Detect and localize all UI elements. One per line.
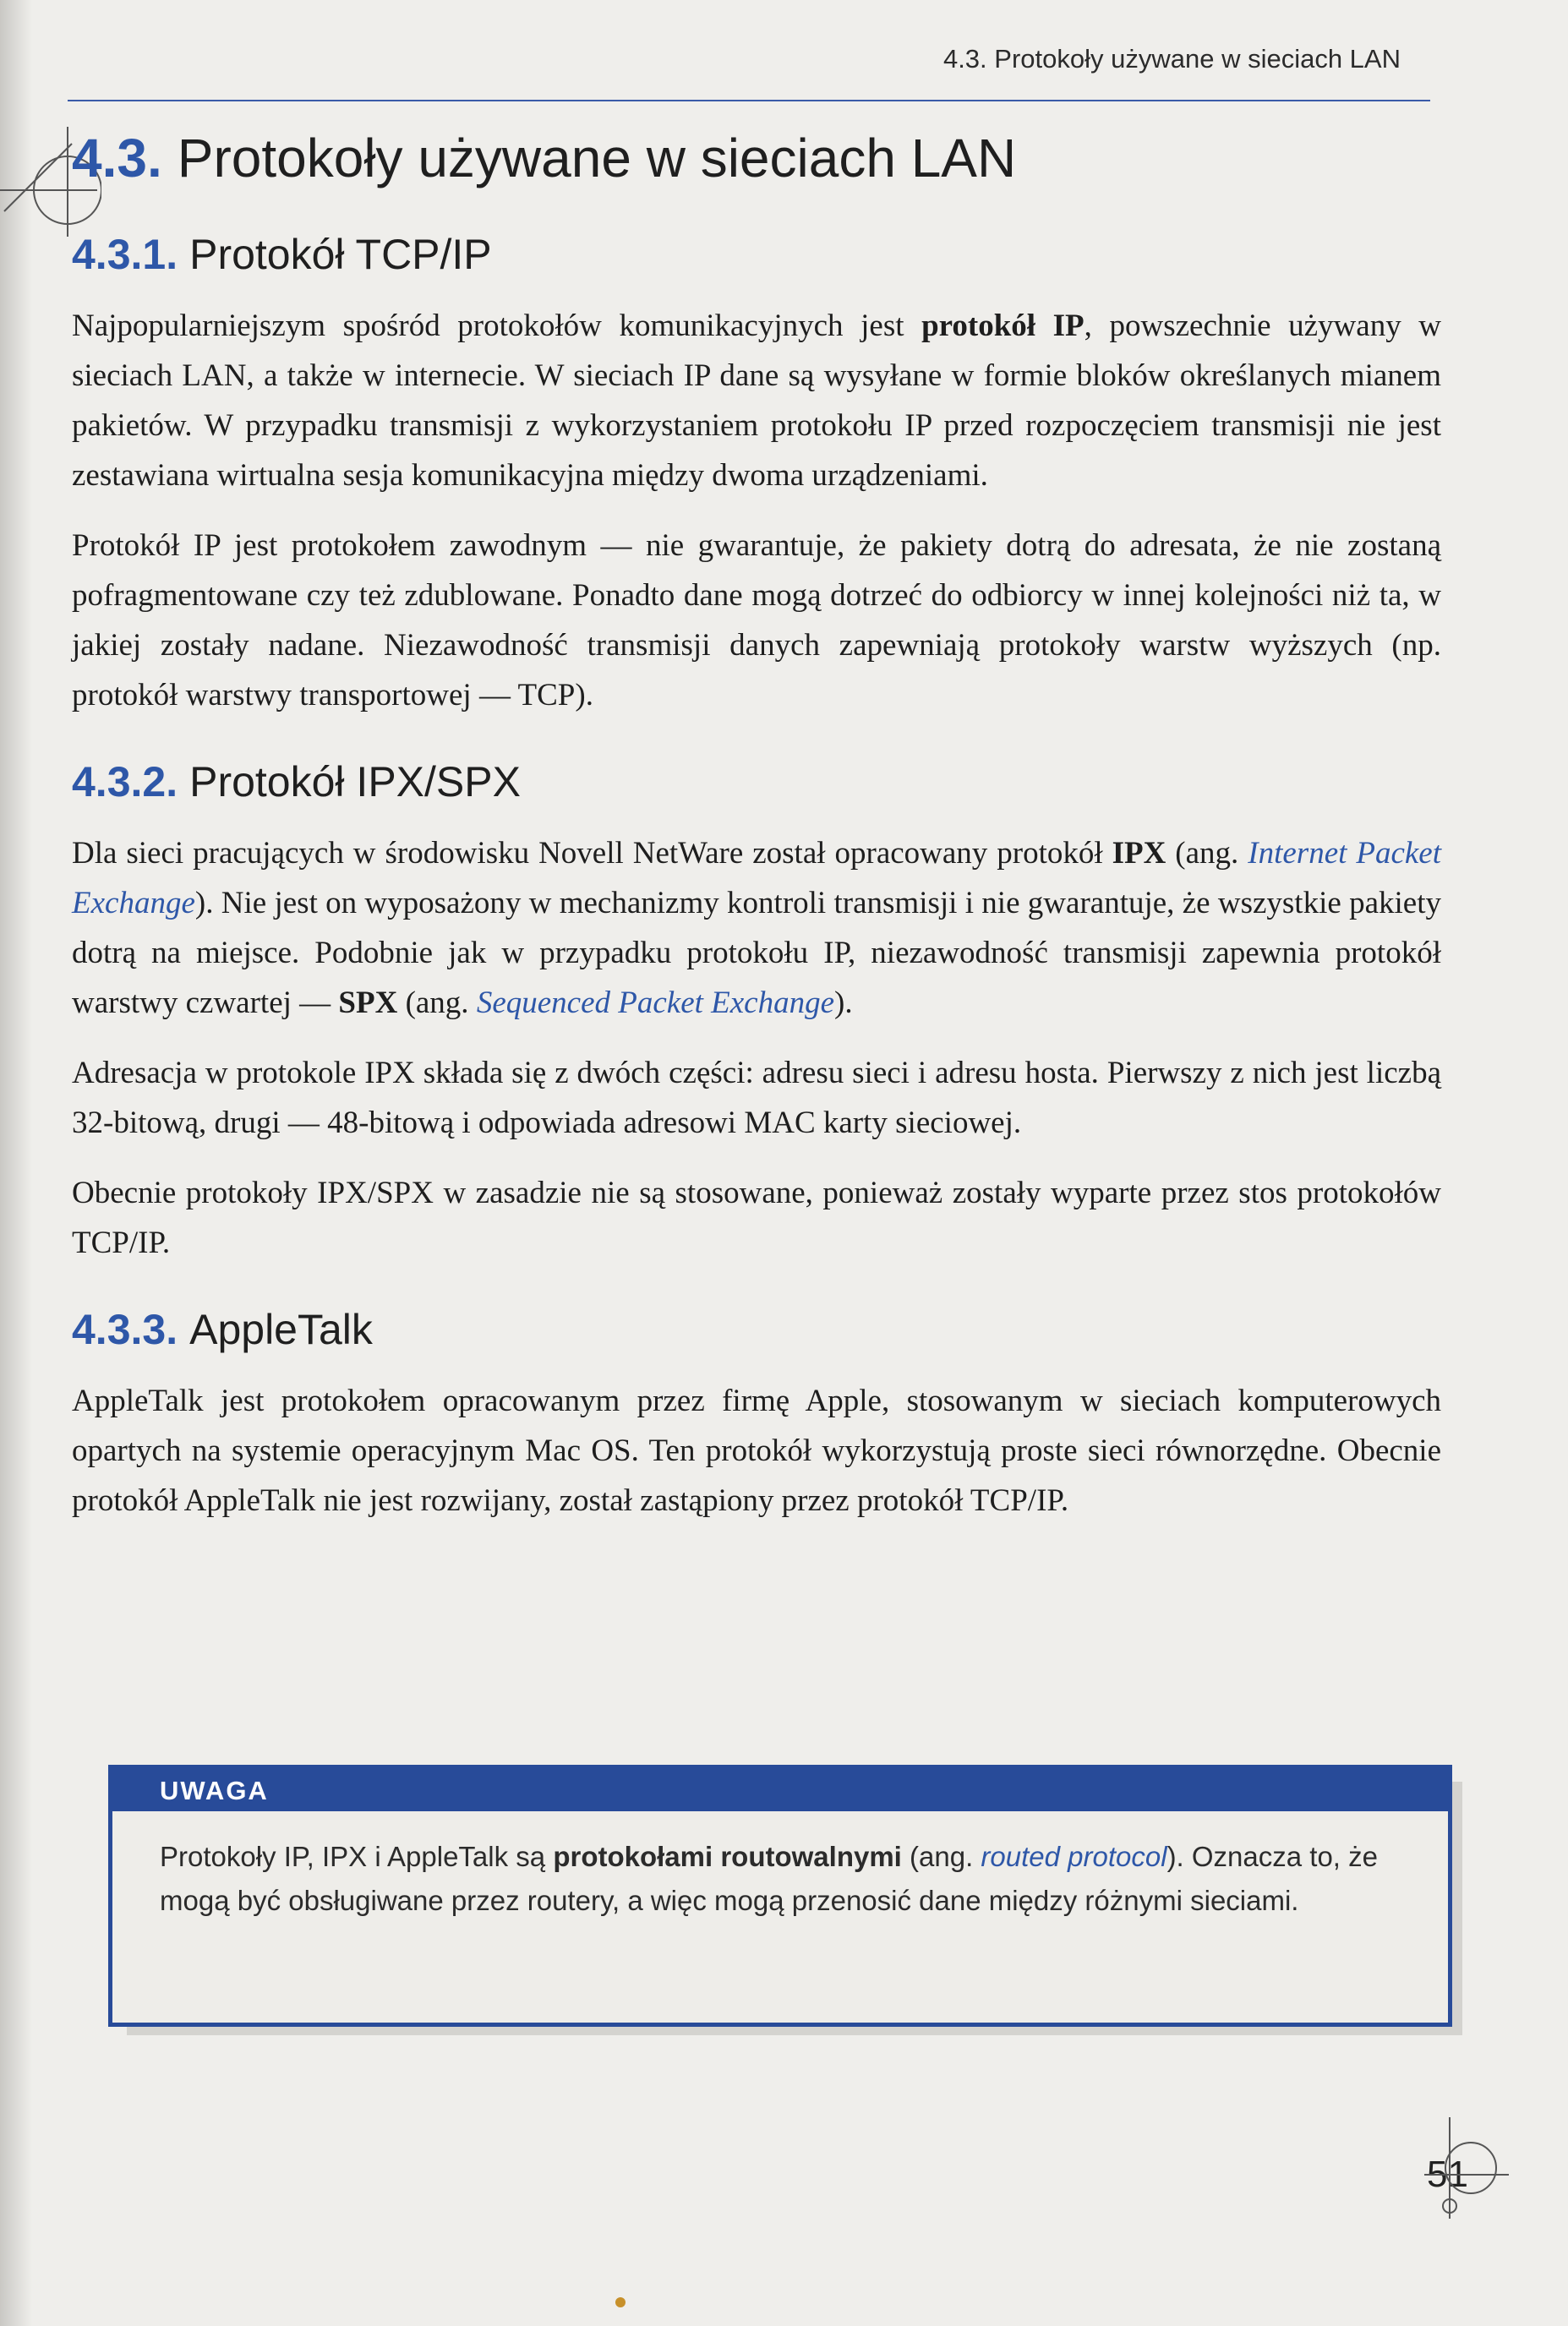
bold-term: protokołami routowalnymi [553, 1841, 902, 1872]
text-run: ). [834, 986, 853, 1020]
text-run: Adresacja w protokole IPX składa się z dwóch części: adresu sieci i adresu hosta. Pierwszy z nich jest liczbą 32-bitową, drugi — 48-bitową i odpowiada adresowi MAC karty sieciowej. [72, 1056, 1441, 1140]
page-content [72, 127, 1441, 1563]
section-title-text: Protokół IPX/SPX [189, 758, 521, 805]
text-run: Najpopularniejszym spośród protokołów komunikacyjnych jest [72, 308, 922, 343]
bold-term: protokół IP [921, 308, 1084, 343]
english-term: routed protocol [981, 1841, 1167, 1872]
text-run: ). Oznacza to, że mogą być obsługiwane przez routery, a więc mogą przenosić dane między różnymi sieciami. [160, 1841, 1378, 1916]
text-run: Protokół IP jest protokołem zawodnym — nie gwarantuje, że pakiety dotrą do adresata, że nie zostaną pofragmentowane czy też zdublowane. Ponadto dane mogą dotrzeć do odbiorcy w innej kolejności niż ta, w jakiej zostały nadane. Niezawodność transmisji danych zapewniają protokoły warstw wyższych (np. protokół warstwy transportowej — TCP). [72, 528, 1441, 713]
text-run: (ang. [1166, 836, 1248, 871]
english-term: Sequenced Packet Exchange [476, 986, 835, 1020]
section-ipx-spx [72, 757, 1441, 1268]
text-run: Obecnie protokoły IPX/SPX w zasadzie nie są stosowane, ponieważ zostały wyparte przez stos protokołów TCP/IP. [72, 1176, 1441, 1260]
header-rule [68, 100, 1430, 101]
english-term: Internet Packet Exchange [72, 836, 1441, 920]
paragraph [72, 828, 1441, 1028]
section-title-text: Protokół TCP/IP [189, 231, 492, 278]
paragraph [72, 521, 1441, 720]
paper-speck [615, 2297, 626, 2307]
paragraph [72, 1168, 1441, 1268]
text-run: (ang. [901, 1841, 981, 1872]
text-run: ). Nie jest on wyposażony w mechanizmy kontroli transmisji i nie gwarantuje, że wszystkie pakiety dotrą na miejsce. Podobnie jak w przypadku protokołu IP, niezawodność transmisji zapewnia protokół warstwy czwartej — [72, 886, 1441, 1020]
section-title [72, 230, 1441, 279]
section-number: 4.3.3. [72, 1306, 178, 1353]
chapter-title [72, 127, 1441, 189]
chapter-title-text: Protokoły używane w sieciach LAN [177, 128, 1017, 188]
text-run: Dla sieci pracujących w środowisku Novell NetWare został opracowany protokół [72, 836, 1112, 871]
section-number: 4.3.2. [72, 758, 178, 805]
section-title [72, 757, 1441, 806]
section-title [72, 1305, 1441, 1354]
page-binding-shadow [0, 0, 32, 2326]
paragraph [72, 1376, 1441, 1526]
page-number: 51 [1427, 2154, 1468, 2195]
text-run: Protokoły IP, IPX i AppleTalk są [160, 1841, 554, 1872]
running-head: 4.3. Protokoły używane w sieciach LAN [942, 44, 1401, 74]
note-text [112, 1811, 1448, 1923]
text-run: AppleTalk jest protokołem opracowanym przez firmę Apple, stosowanym w sieciach komputerowych opartych na systemie operacyjnym Mac OS. Ten protokół wykorzystują proste sieci równorzędne. Obecnie protokół AppleTalk nie jest rozwijany, został zastąpiony przez protokół TCP/IP. [72, 1384, 1441, 1518]
section-tcp-ip [72, 230, 1441, 720]
paragraph [72, 301, 1441, 500]
note-box [108, 1765, 1452, 2027]
section-number: 4.3.1. [72, 231, 178, 278]
section-title-text: AppleTalk [189, 1306, 373, 1353]
page-corner-mark-icon [1424, 2117, 1517, 2219]
text-run: (ang. [397, 986, 477, 1020]
bold-term: IPX [1112, 836, 1166, 871]
bold-term: SPX [338, 986, 398, 1020]
text-run: , powszechnie używany w sieciach LAN, a także w internecie. W sieciach IP dane są wysyłane w formie bloków określanych mianem pakietów. W przypadku transmisji z wykorzystaniem protokołu IP przed rozpoczęciem transmisji nie jest zestawiana wirtualna sesja komunikacyjna między dwoma urządzeniami. [72, 308, 1441, 493]
section-appletalk [72, 1305, 1441, 1526]
note-label: UWAGA [112, 1769, 1448, 1811]
chapter-number: 4.3. [72, 128, 162, 188]
paragraph [72, 1048, 1441, 1148]
